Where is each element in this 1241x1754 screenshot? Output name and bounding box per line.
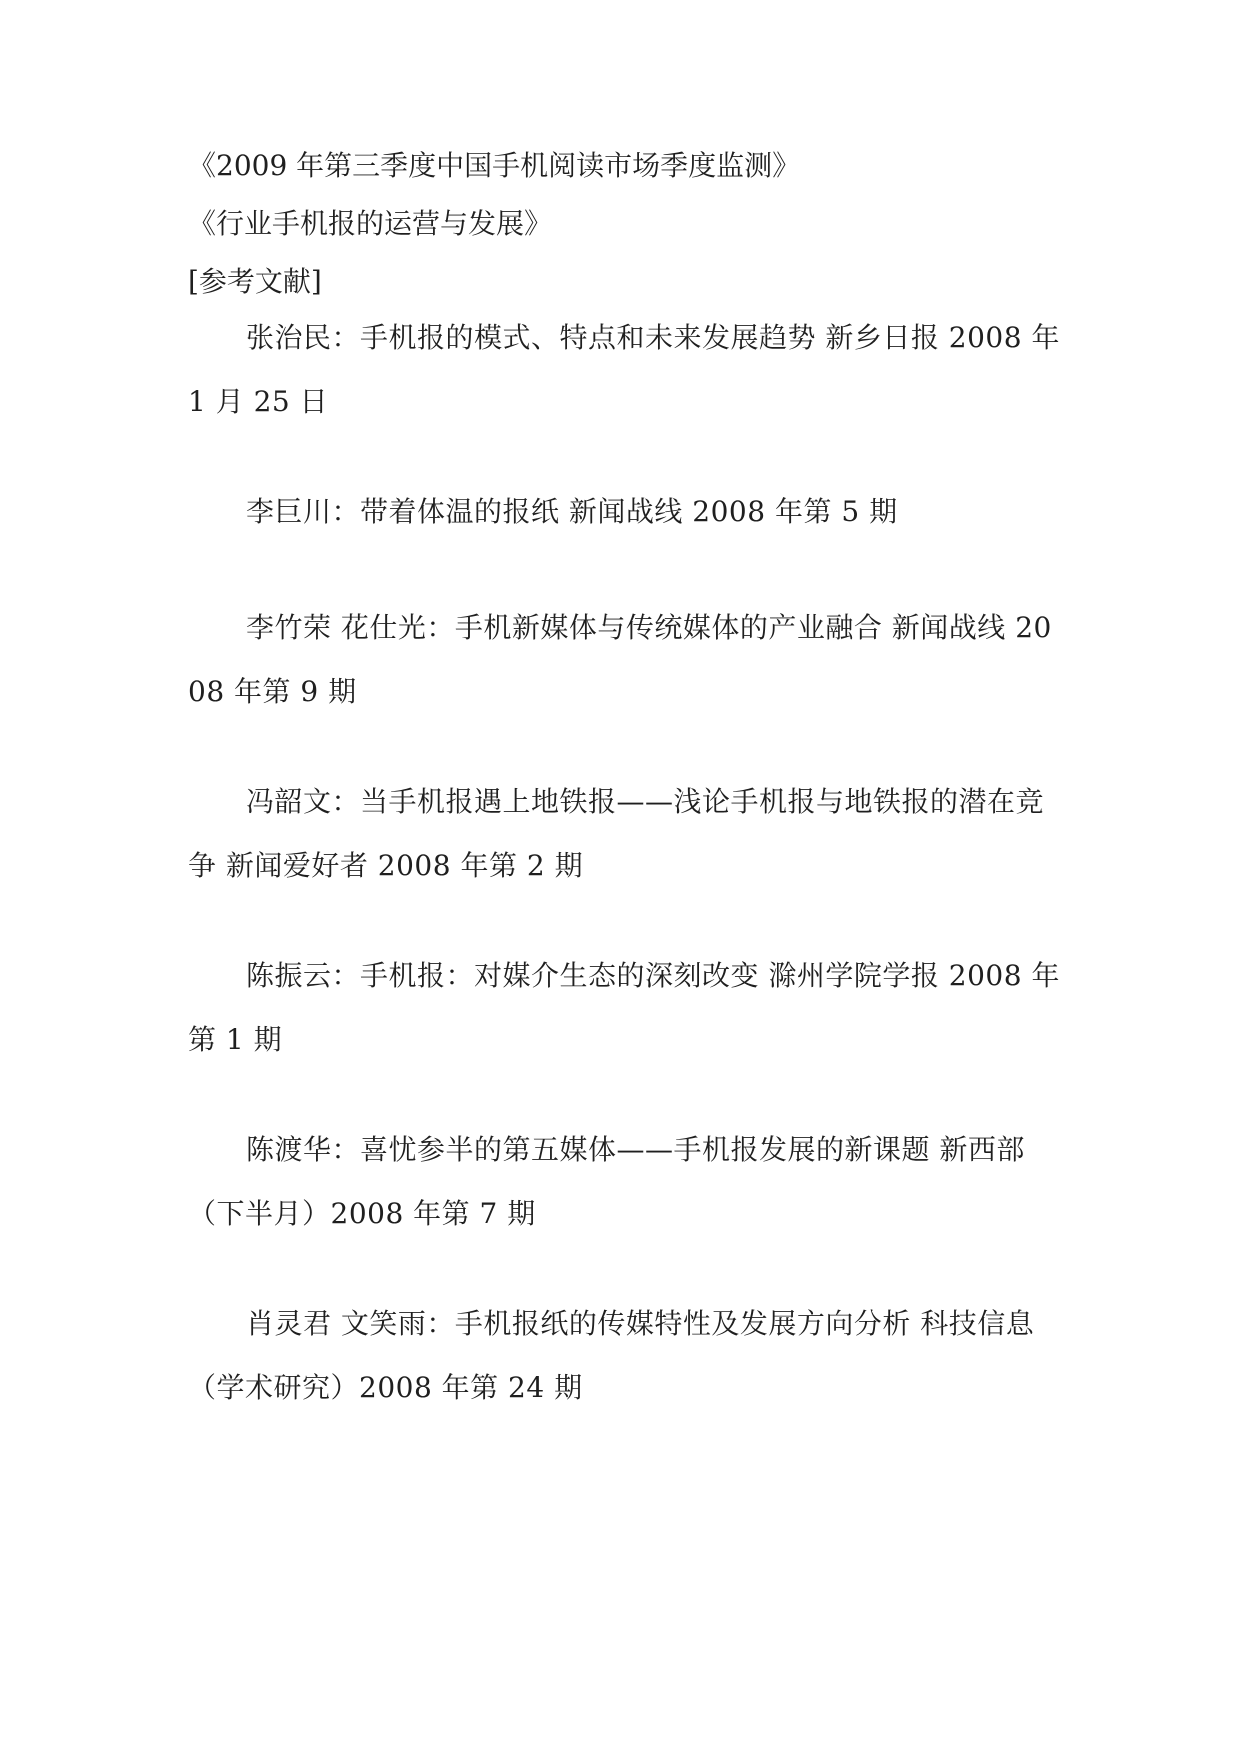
reference-item: 李巨川：带着体温的报纸 新闻战线 2008 年第 5 期 [246, 495, 898, 528]
reference-item: 肖灵君 文笑雨：手机报纸的传媒特性及发展方向分析 科技信息（学术研究）2008 年第 24 期 [188, 1307, 1035, 1404]
reference-item: 陈渡华：喜忧参半的第五媒体——手机报发展的新课题 新西部（下半月）2008 年第 7 期 [188, 1133, 1025, 1230]
reference-item: 李竹荣 花仕光：手机新媒体与传统媒体的产业融合 新闻战线 2008 年第 9 期 [188, 611, 1052, 708]
references-heading: [参考文献] [188, 265, 322, 298]
report-title-2: 《行业手机报的运营与发展》 [188, 207, 553, 240]
reference-item: 陈振云：手机报：对媒介生态的深刻改变 滁州学院学报 2008 年第 1 期 [188, 959, 1060, 1056]
reference-item: 冯韶文：当手机报遇上地铁报——浅论手机报与地铁报的潜在竞争 新闻爱好者 2008 年第 2 期 [188, 785, 1045, 882]
report-title-1: 《2009 年第三季度中国手机阅读市场季度监测》 [188, 149, 801, 182]
reference-item: 张治民：手机报的模式、特点和未来发展趋势 新乡日报 2008 年 1 月 25 日 [188, 321, 1060, 418]
